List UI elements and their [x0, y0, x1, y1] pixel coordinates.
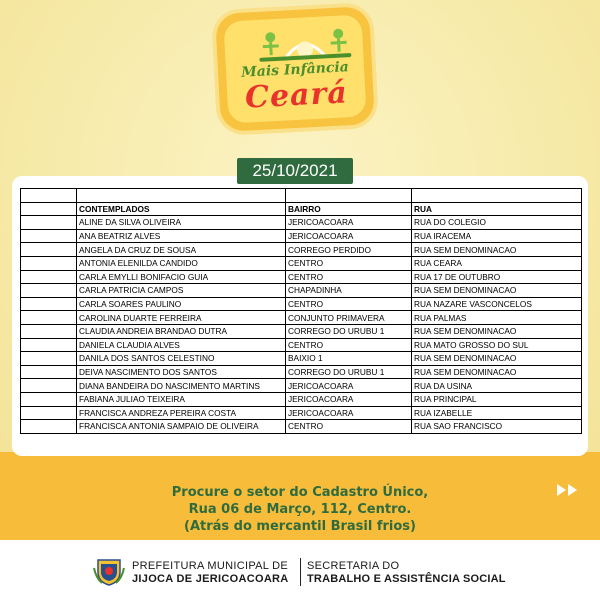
notice-line-2: Rua 06 de Março, 112, Centro. — [188, 502, 412, 517]
cell-bairro: JERICOACOARA — [286, 406, 412, 420]
table-row-blank — [21, 189, 582, 203]
cell-rua: RUA SEM DENOMINACAO — [412, 284, 582, 298]
table-cell — [21, 392, 77, 406]
cell-bairro: CORREGO PERDIDO — [286, 243, 412, 257]
table-row — [21, 379, 582, 393]
table-row — [21, 324, 582, 338]
cell-bairro: CONJUNTO PRIMAVERA — [286, 311, 412, 325]
cell-bairro: CENTRO — [286, 420, 412, 434]
logo-inner — [223, 14, 366, 123]
cell-nome: FABIANA JULIAO TEIXEIRA — [77, 392, 286, 406]
table-body — [21, 189, 582, 434]
table-row — [21, 365, 582, 379]
cell-nome: ANTONIA ELENILDA CANDIDO — [77, 256, 286, 270]
cell-rua: RUA PRINCIPAL — [412, 392, 582, 406]
table-cell — [21, 270, 77, 284]
notice-line-1: Procure o setor do Cadastro Único, — [171, 485, 429, 500]
secretaria-line-1: SECRETARIA DO — [307, 560, 400, 572]
table-cell — [21, 216, 77, 230]
table-cell — [21, 284, 77, 298]
cell-nome: DEIVA NASCIMENTO DOS SANTOS — [77, 365, 286, 379]
table-row — [21, 406, 582, 420]
header-rua: RUA — [412, 202, 582, 216]
cell-nome: CARLA EMYLLI BONIFACIO GUIA — [77, 270, 286, 284]
cell-bairro: BAIXIO 1 — [286, 352, 412, 366]
cell-rua: RUA IZABELLE — [412, 406, 582, 420]
cell-nome: ANA BEATRIZ ALVES — [77, 229, 286, 243]
table-cell — [21, 229, 77, 243]
cell-rua: RUA SAO FRANCISCO — [412, 420, 582, 434]
table-cell — [21, 189, 77, 203]
table-row — [21, 216, 582, 230]
cell-nome: CAROLINA DUARTE FERREIRA — [77, 311, 286, 325]
cell-bairro: JERICOACOARA — [286, 392, 412, 406]
table-cell — [21, 379, 77, 393]
secretaria-line-2: TRABALHO E ASSISTÊNCIA SOCIAL — [307, 573, 506, 585]
cell-rua: RUA CEARA — [412, 256, 582, 270]
footer-divider — [300, 558, 301, 586]
table-cell — [21, 352, 77, 366]
cell-nome: DIANA BANDEIRA DO NASCIMENTO MARTINS — [77, 379, 286, 393]
cell-bairro: CORREGO DO URUBU 1 — [286, 365, 412, 379]
children-sun-icon — [254, 25, 356, 64]
cell-rua: RUA SEM DENOMINACAO — [412, 324, 582, 338]
header-contemplados: CONTEMPLADOS — [77, 202, 286, 216]
cell-nome: DANILA DOS SANTOS CELESTINO — [77, 352, 286, 366]
table-cell — [21, 311, 77, 325]
cell-nome: CLAUDIA ANDREIA BRANDAO DUTRA — [77, 324, 286, 338]
table-row — [21, 297, 582, 311]
table-cell — [21, 365, 77, 379]
table-row — [21, 229, 582, 243]
cell-nome: ANGELA DA CRUZ DE SOUSA — [77, 243, 286, 257]
prefeitura-line-2: JIJOCA DE JERICOACOARA — [132, 573, 289, 585]
double-chevron-right-icon — [557, 484, 579, 496]
table-row — [21, 270, 582, 284]
mais-infancia-logo — [215, 6, 375, 132]
table-row — [21, 420, 582, 434]
table-cell — [21, 420, 77, 434]
cell-bairro: CENTRO — [286, 270, 412, 284]
cell-bairro: CORREGO DO URUBU 1 — [286, 324, 412, 338]
table-cell — [21, 243, 77, 257]
table-row — [21, 392, 582, 406]
cell-nome: FRANCISCA ANDREZA PEREIRA COSTA — [77, 406, 286, 420]
cell-nome: CARLA PATRICIA CAMPOS — [77, 284, 286, 298]
table-cell — [286, 189, 412, 203]
cell-bairro: JERICOACOARA — [286, 229, 412, 243]
cell-nome: ALINE DA SILVA OLIVEIRA — [77, 216, 286, 230]
notice-text — [140, 484, 460, 535]
table-cell — [21, 406, 77, 420]
cell-rua: RUA SEM DENOMINACAO — [412, 243, 582, 257]
table-cell — [21, 324, 77, 338]
table-cell — [21, 256, 77, 270]
cell-rua: RUA DO COLEGIO — [412, 216, 582, 230]
table-row — [21, 256, 582, 270]
logo-text-ceara: Ceará — [244, 75, 349, 116]
cell-bairro: CHAPADINHA — [286, 284, 412, 298]
cell-rua: RUA SEM DENOMINACAO — [412, 365, 582, 379]
cell-nome: FRANCISCA ANTONIA SAMPAIO DE OLIVEIRA — [77, 420, 286, 434]
cell-bairro: CENTRO — [286, 338, 412, 352]
table-header-row — [21, 202, 582, 216]
table-row — [21, 311, 582, 325]
cell-rua: RUA IRACEMA — [412, 229, 582, 243]
municipal-crest-icon — [92, 556, 126, 586]
cell-bairro: JERICOACOARA — [286, 216, 412, 230]
cell-rua: RUA MATO GROSSO DO SUL — [412, 338, 582, 352]
notice-line-3: (Atrás do mercantil Brasil frios) — [184, 519, 416, 534]
table-cell — [21, 202, 77, 216]
beneficiaries-table — [20, 188, 582, 434]
cell-rua: RUA SEM DENOMINACAO — [412, 352, 582, 366]
table-row — [21, 352, 582, 366]
logo-text-mais-infancia: Mais Infância — [240, 59, 350, 81]
table-cell — [21, 338, 77, 352]
table-row — [21, 284, 582, 298]
table-row — [21, 338, 582, 352]
prefeitura-line-1: PREFEITURA MUNICIPAL DE — [132, 560, 289, 572]
cell-rua: RUA 17 DE OUTUBRO — [412, 270, 582, 284]
table-cell — [77, 189, 286, 203]
date-badge: 25/10/2021 — [237, 158, 353, 184]
table-row — [21, 243, 582, 257]
table-cell — [21, 297, 77, 311]
cell-nome: CARLA SOARES PAULINO — [77, 297, 286, 311]
cell-nome: DANIELA CLAUDIA ALVES — [77, 338, 286, 352]
cell-rua: RUA NAZARE VASCONCELOS — [412, 297, 582, 311]
cell-bairro: CENTRO — [286, 256, 412, 270]
cell-bairro: JERICOACOARA — [286, 379, 412, 393]
cell-rua: RUA DA USINA — [412, 379, 582, 393]
table-cell — [412, 189, 582, 203]
cell-bairro: CENTRO — [286, 297, 412, 311]
header-bairro: BAIRRO — [286, 202, 412, 216]
cell-rua: RUA PALMAS — [412, 311, 582, 325]
